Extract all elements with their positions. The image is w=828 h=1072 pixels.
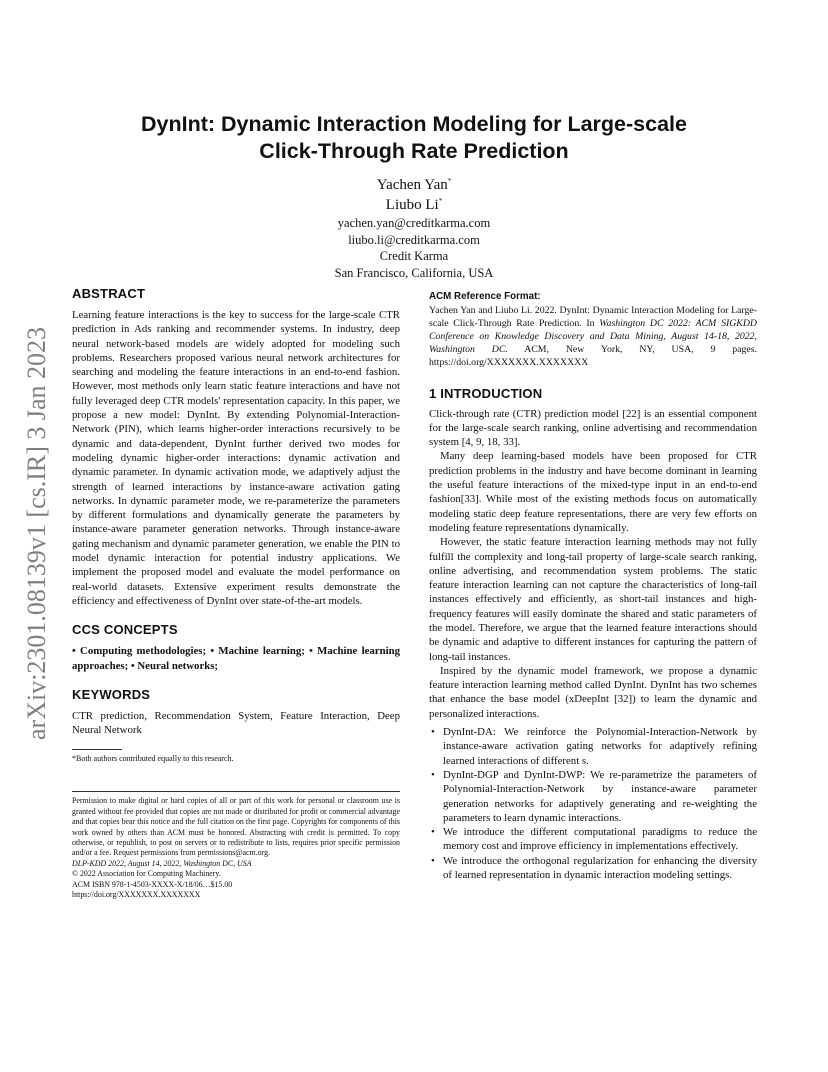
abstract-heading: ABSTRACT: [72, 286, 146, 301]
permission-notice: Permission to make digital or hard copies of all or part of this work for personal or classroom use is granted without fee provided that copies are not made or distributed for profit or commercial advantage and that copies bear this notice and the full citation on the first page. Copyrights for components of this work owned by others than ACM must be honored. Abstracting with credit is permitted. To copy otherwise, or republish, to post on servers or to redistribute to lists, requires prior specific permission and/or a fee. Request permissions from permissions@acm.org.: [72, 796, 400, 858]
bullet-dot-icon: •: [431, 826, 435, 839]
acm-reference-text: Yachen Yan and Liubo Li. 2022. DynInt: Dynamic Interaction Modeling for Large-scale Click-Through Rate Prediction. In Washington DC 2022: ACM SIGKDD Conference on Knowledge Discovery and Data Mining, August 14-18, 2022, Washington DC. ACM, New York, NY, USA, 9 pages. https://doi.org/XXXXXXX.XXXXXXX: [429, 305, 758, 368]
doi-link[interactable]: https://doi.org/XXXXXXX.XXXXXXX: [72, 890, 201, 900]
copyright-notice: © 2022 Association for Computing Machinery.: [72, 869, 221, 879]
author-footnote: *Both authors contributed equally to this research.: [72, 754, 234, 764]
contribution-item: • We introduce the orthogonal regularization for enhancing the diversity of learned representation in dynamic interaction modeling settings.: [431, 854, 757, 882]
author-name: Yachen Yan*: [376, 177, 452, 193]
introduction-heading: 1 INTRODUCTION: [429, 385, 543, 401]
author-affiliation: Credit Karma: [379, 249, 449, 263]
author-location: San Francisco, California, USA: [334, 265, 494, 280]
permission-divider: [72, 791, 400, 792]
intro-paragraph-4: Inspired by the dynamic model framework, we propose a dynamic feature interaction learning method called DynInt. DynInt has two schemes that enhance the base model (xDeepInt [32]) to learn the dynamic and personalized interactions.: [429, 664, 757, 720]
bullet-dot-icon: •: [431, 854, 435, 867]
author-name: Liubo Li*: [385, 197, 443, 213]
contribution-item: • We introduce the different computational paradigms to reduce the memory cost and improve efficiency in implementations effectively.: [431, 826, 757, 853]
intro-paragraph-3: However, the static feature interaction learning methods may not fully fulfill the complexity and long-tail property of large-scale search ranking, online advertising, and recommendation system problems. The static feature interaction learning can not capture the characteristics of long-tail instances effectively and efficiently, as short-tail instances and high-frequency features will easily dominate the shared and static parameters of the model. Therefore, we argue that the learned feature interactions should be dynamic and adaptive to different instances for capturing the pattern of long-tail instances.: [429, 536, 757, 663]
right-column: [429, 290, 757, 882]
author-block: [200, 175, 628, 281]
isbn-line: ACM ISBN 978-1-4503-XXXX-X/18/06…$15.00: [72, 879, 233, 889]
contribution-item: • DynInt-DA: We reinforce the Polynomial-Interaction-Network by instance-aware activation gating networks for adaptively refining learned interactions of different s.: [431, 726, 757, 767]
keywords-text: CTR prediction, Recommendation System, Feature Interaction, Deep Neural Network: [72, 709, 400, 737]
ccs-concepts-text: • Computing methodologies; • Machine learning; • Machine learning approaches; • Neural networks;: [72, 645, 400, 672]
keywords-heading: KEYWORDS: [72, 686, 151, 702]
intro-paragraph-1: Click-through rate (CTR) prediction model [22] is an essential component for the large-scale search ranking, online advertising and recommendation system [4, 9, 18, 33].: [429, 407, 757, 449]
author-email[interactable]: yachen.yan@creditkarma.com: [337, 216, 491, 230]
left-column: [72, 286, 400, 900]
ccs-heading: CCS CONCEPTS: [72, 622, 178, 638]
acm-reference-heading: ACM Reference Format:: [429, 291, 541, 302]
paper-title-line-2: Click-Through Rate Prediction: [259, 139, 569, 163]
abstract-text: Learning feature interactions is the key to success for the large-scale CTR prediction in Ads ranking and recommender systems. In industry, deep neural network-based models are widely adopted for modeling such problems. Researchers proposed various neural network architectures for searching and modeling the feature interactions in an end-to-end fashion. However, most methods only learn static feature interactions and have not fully leveraged deep CTR models' representation capacity. In this paper, we propose a new model: DynInt. By extending Polynomial-Interaction-Network (PIN), which learns higher-order interactions recursively to be dynamic and data-dependent, DynInt further derived two modes for modeling dynamic higher-order interactions: dynamic activation and dynamic parameter. In dynamic activation mode, we adaptively adjust the strength of learned interactions by instance-aware activation gating networks. In dynamic parameter mode, we re-parameterize the parameters by different formulations and dynamically generate the parameters by instance-aware parameter generation networks. Through instance-aware gating mechanism and dynamic parameter generation, we enable the PIN to model dynamic interaction for potential industry applications. We implement the proposed model and evaluate the model performance on real-world datasets. Extensive experiment results demonstrate the efficiency and effectiveness of DynInt over state-of-the-art models.: [72, 309, 400, 607]
intro-paragraph-2: Many deep learning-based models have been proposed for CTR prediction problems in the industry and have become dominant in learning the useful feature interactions of the mixed-type input in an end-to-end fashion[33]. While most of the existing methods focus on automatically modeling static deep feature representations, there are very few efforts on modeling feature representations dynamically.: [429, 450, 757, 534]
bullet-dot-icon: •: [431, 768, 435, 781]
paper-title: [100, 111, 728, 165]
author-email[interactable]: liubo.li@creditkarma.com: [348, 232, 480, 247]
conference-venue: DLP-KDD 2022, August 14, 2022, Washington DC, USA: [72, 858, 252, 868]
arxiv-identifier-stamp: arXiv:2301.08139v1 [cs.IR] 3 Jan 2023: [22, 326, 51, 740]
footnote-divider: [72, 749, 122, 750]
bullet-dot-icon: •: [431, 726, 435, 739]
contribution-list: [429, 725, 757, 882]
contribution-item: • DynInt-DGP and DynInt-DWP: We re-parametrize the parameters of Polynomial-Interaction-Network by instance-aware parameter generation networks for adaptively generating and re-weighting the parameters to learn dynamic interactions.: [431, 768, 757, 824]
paper-title-line-1: DynInt: Dynamic Interaction Modeling for Large-scale: [141, 112, 687, 136]
